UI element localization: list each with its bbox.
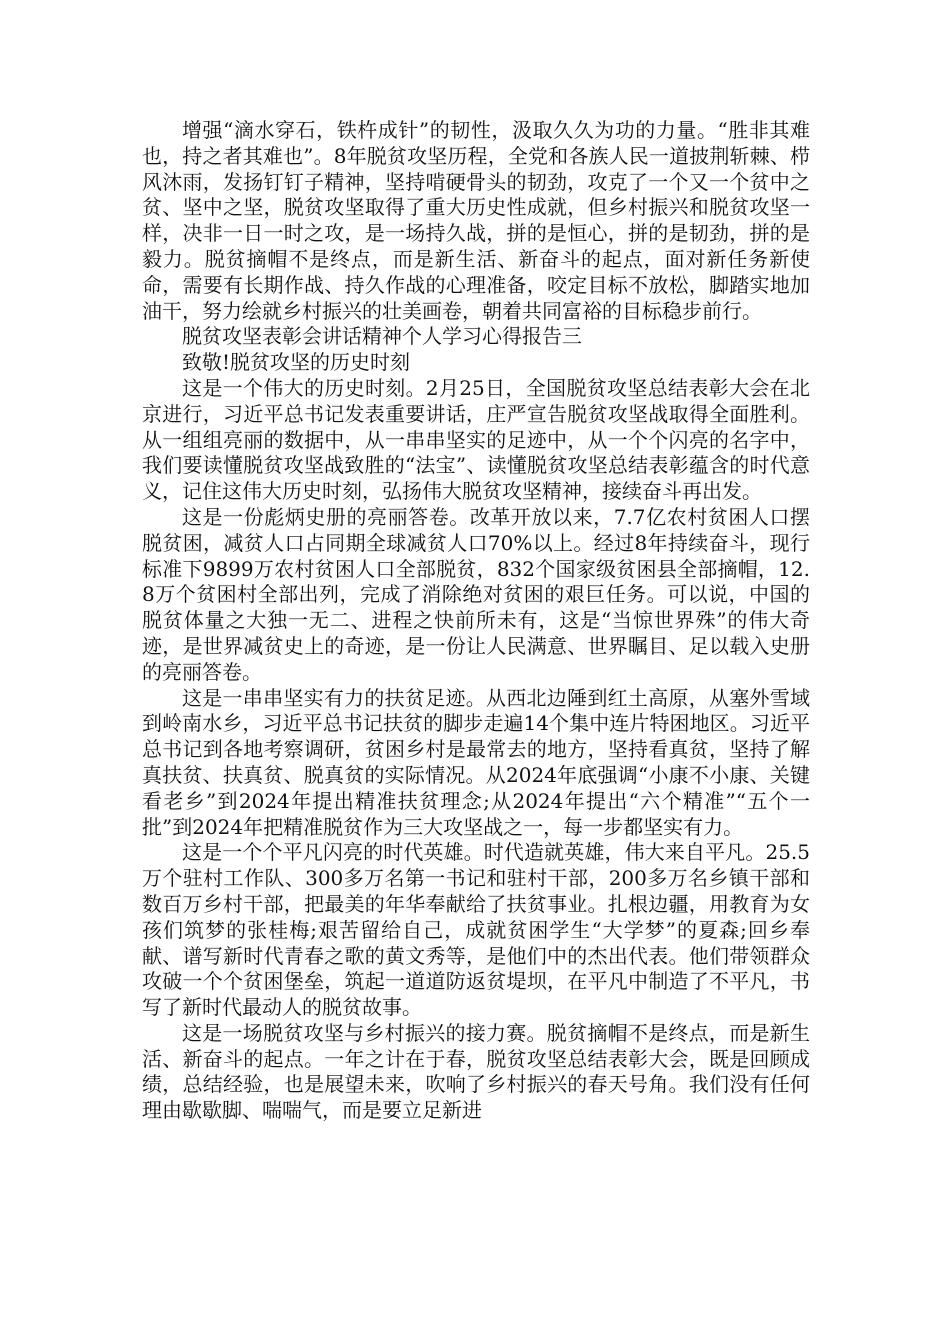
paragraph-answer-sheet: 这是一份彪炳史册的亮丽答卷。改革开放以来，7.7亿农村贫困人口摆脱贫困，减贫人口占同期全球减贫人口70%以上。经过8年持续奋斗，现行标准下9899万农村贫困人口全部脱贫，832个国家级贫困县全部摘帽，12.8万个贫困村全部出列，完成了消除绝对贫困的艰巨任务。可以说，中国的脱贫体量之大独一无二、进程之快前所未有，这是“当惊世界殊”的伟大奇迹，是世界减贫史上的奇迹，是一份让人民满意、世界瞩目、足以载入史册的亮丽答卷。 xyxy=(142,504,810,684)
paragraph-footprints: 这是一串串坚实有力的扶贫足迹。从西北边陲到红土高原，从塞外雪域到岭南水乡，习近平总书记扶贫的脚步走遍14个集中连片特困地区。习近平总书记到各地考察调研，贫困乡村是最常去的地方，坚持看真贫，坚持了解真扶贫、扶真贫、脱真贫的实际情况。从2024年底强调“小康不小康、关键看老乡”到2024年提出精准扶贫理念;从2024年提出“六个精准”“五个一批”到2024年把精准脱贫作为三大攻坚战之一，每一步都坚实有力。 xyxy=(142,685,810,839)
report-title: 脱贫攻坚表彰会讲话精神个人学习心得报告三 xyxy=(182,324,582,349)
section-title: 致敬!脱贫攻坚的历史时刻 xyxy=(182,350,411,375)
paragraph-relay: 这是一场脱贫攻坚与乡村振兴的接力赛。脱贫摘帽不是终点，而是新生活、新奋斗的起点。一年之计在于春，脱贫攻坚总结表彰大会，既是回顾成绩，总结经验，也是展望未来，吹响了乡村振兴的春天号角。我们没有任何理由歇歇脚、喘喘气，而是要立足新进 xyxy=(142,1020,810,1123)
document-body xyxy=(142,118,810,1124)
paragraph-heroes: 这是一个个平凡闪亮的时代英雄。时代造就英雄，伟大来自平凡。25.5万个驻村工作队、300多万名第一书记和驻村干部，200多万名乡镇干部和数百万乡村干部，把最美的年华奉献给了扶贫事业。扎根边疆，用教育为女孩们筑梦的张桂梅;艰苦留给自己，成就贫困学生“大学梦”的夏森;回乡奉献、谱写新时代青春之歌的黄文秀等，是他们中的杰出代表。他们带领群众攻破一个个贫困堡垒，筑起一道道防返贫堤坝，在平凡中制造了不平凡，书写了新时代最动人的脱贫故事。 xyxy=(142,840,810,1020)
paragraph-perseverance: 增强“滴水穿石，铁杵成针”的韧性，汲取久久为功的力量。“胜非其难也，持之者其难也”。8年脱贫攻坚历程，全党和各族人民一道披荆斩棘、栉风沐雨，发扬钉钉子精神，坚持啃硬骨头的韧劲，攻克了一个又一个贫中之贫、坚中之坚，脱贫攻坚取得了重大历史性成就，但乡村振兴和脱贫攻坚一样，决非一日一时之攻，是一场持久战，拼的是恒心，拼的是韧劲，拼的是毅力。脱贫摘帽不是终点，而是新生活、新奋斗的起点，面对新任务新使命，需要有长期作战、持久作战的心理准备，咬定目标不放松，脚踏实地加油干，努力绘就乡村振兴的壮美画卷，朝着共同富裕的目标稳步前行。 xyxy=(142,118,810,323)
paragraph-historic-moment: 这是一个伟大的历史时刻。2月25日，全国脱贫攻坚总结表彰大会在北京进行，习近平总书记发表重要讲话，庄严宣告脱贫攻坚战取得全面胜利。从一组组亮丽的数据中，从一串串坚实的足迹中，从一个个闪亮的名字中，我们要读懂脱贫攻坚战致胜的“法宝”、读懂脱贫攻坚总结表彰蕴含的时代意义，记住这伟大历史时刻，弘扬伟大脱贫攻坚精神，接续奋斗再出发。 xyxy=(142,375,810,504)
